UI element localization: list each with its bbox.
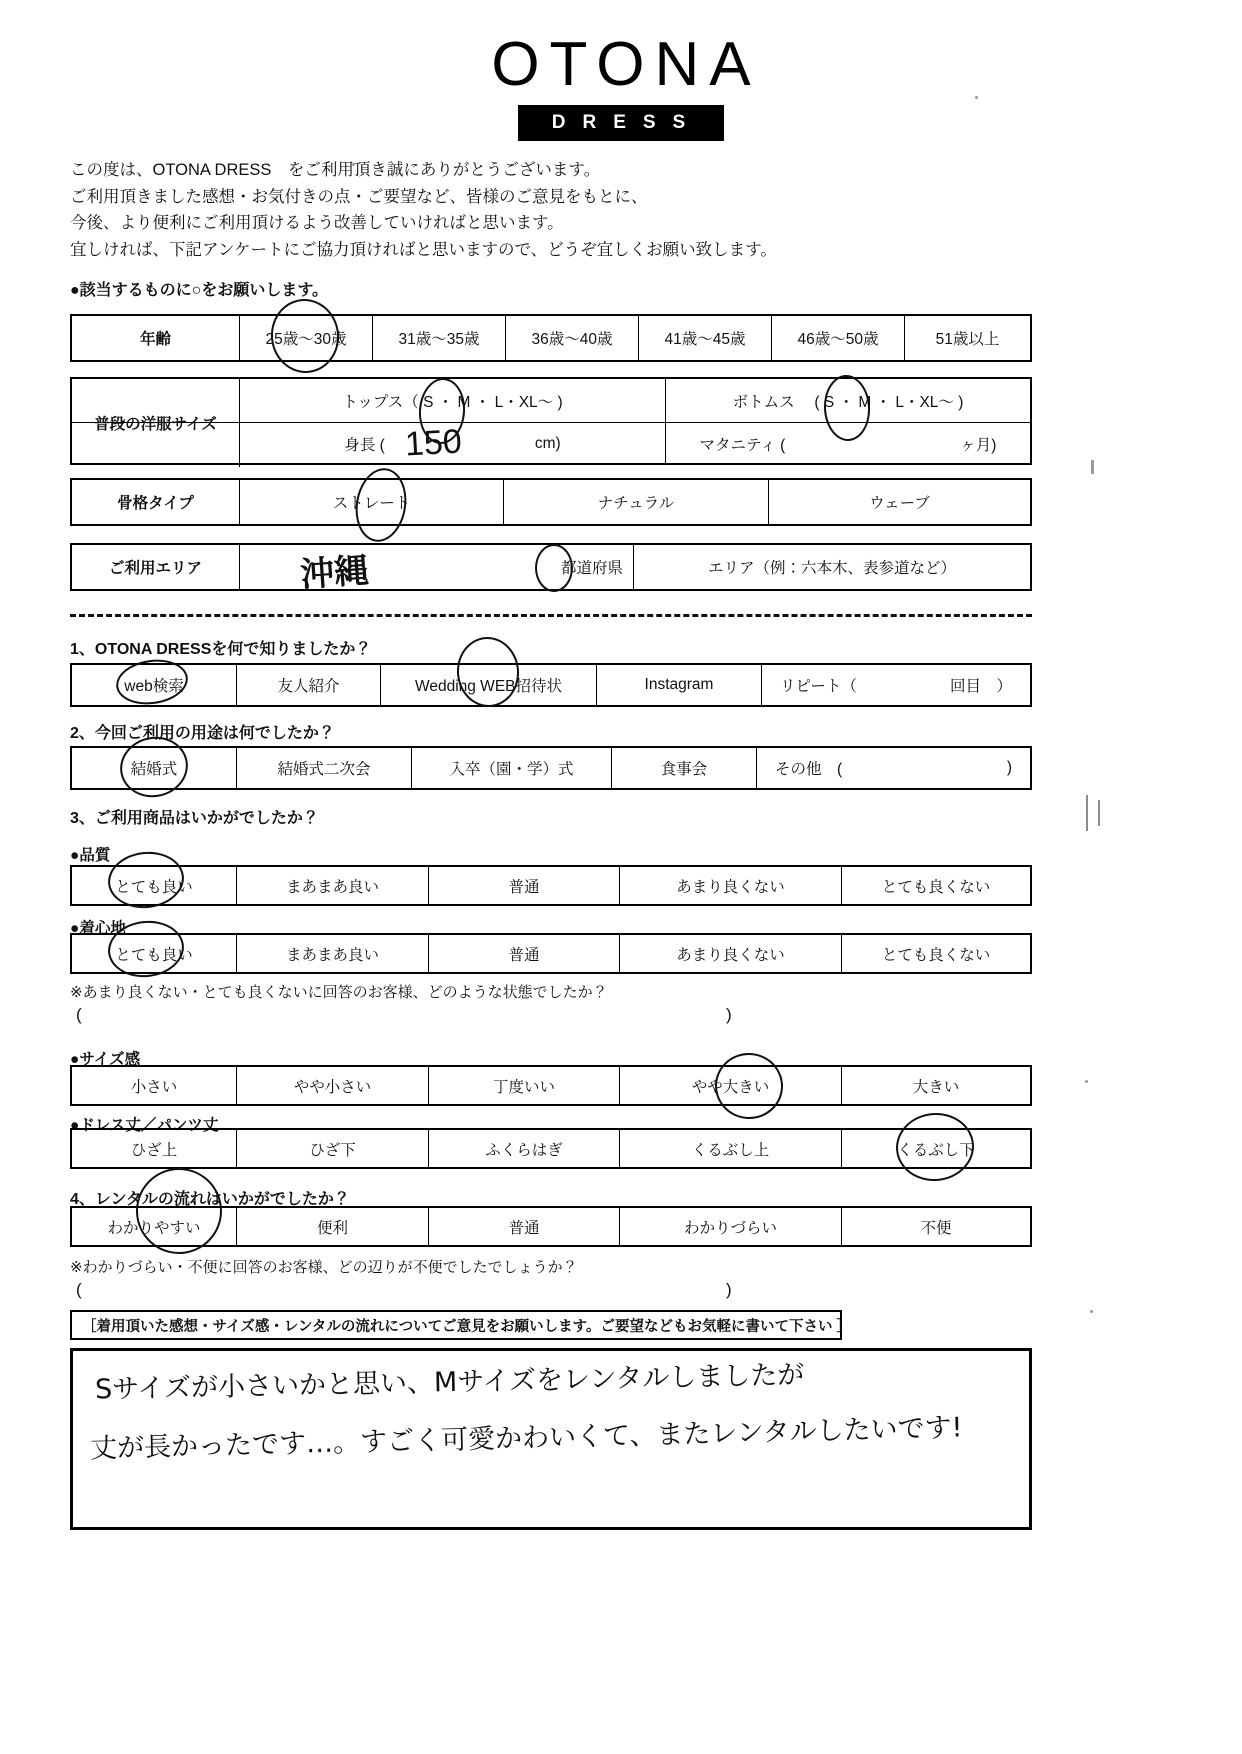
q2-other-close: ) bbox=[1006, 759, 1012, 776]
clothing-size-table bbox=[70, 377, 1032, 465]
q4-answer-open: ( bbox=[76, 1280, 82, 1299]
handwritten-comment-line-2: 丈が長かったです…。すごく可愛かわいくて、またレンタルしたいです! bbox=[89, 1412, 963, 1465]
area-label: ご利用エリア bbox=[72, 545, 240, 589]
q4-note: ※わかりづらい・不便に回答のお客様、どの辺りが不便でしたでしょうか？ bbox=[70, 1259, 578, 1276]
fit-option-2[interactable]: 丁度いい bbox=[429, 1067, 620, 1104]
quality-option-4[interactable]: とても良くない bbox=[881, 878, 991, 896]
comfort-option-0[interactable]: とても良い bbox=[72, 935, 237, 972]
q1-option-2[interactable]: Wedding WEB招待状 bbox=[381, 665, 597, 705]
body-type-table bbox=[70, 478, 1032, 526]
age-table bbox=[70, 314, 1032, 362]
q4-option-0[interactable]: わかりやすい bbox=[72, 1208, 237, 1245]
q3-comfort-note: ※あまり良くない・とても良くないに回答のお客様、どのような状態でしたか？ bbox=[70, 984, 608, 1001]
fit-option-3[interactable]: やや大きい bbox=[620, 1067, 842, 1104]
scan-speck bbox=[1090, 1310, 1093, 1313]
q3-length-table bbox=[70, 1128, 1032, 1169]
q2-option-1[interactable]: 結婚式二次会 bbox=[237, 748, 412, 788]
prefecture-suffix: 都道府県 bbox=[560, 560, 623, 577]
maternity-label: マタニティ ( bbox=[699, 437, 786, 454]
scan-speck bbox=[975, 96, 978, 99]
q4-table bbox=[70, 1206, 1032, 1247]
length-option-0[interactable]: ひざ上 bbox=[72, 1130, 237, 1167]
comfort-option-3[interactable]: あまり良くない bbox=[620, 935, 842, 972]
q3-comfort-answer-open: ( bbox=[76, 1005, 82, 1024]
scan-speck bbox=[1085, 1080, 1088, 1083]
height-unit: cm) bbox=[534, 435, 561, 452]
q3-fit-table bbox=[70, 1065, 1032, 1106]
q4-heading: 4、レンタルの流れはいかがでしたか？ bbox=[70, 1191, 350, 1208]
q1-repeat-label: リピート（ bbox=[780, 678, 857, 695]
q4-option-1[interactable]: 便利 bbox=[237, 1208, 429, 1245]
quality-option-3[interactable]: あまり良くない bbox=[620, 867, 842, 904]
length-option-4[interactable]: くるぶし下 bbox=[897, 1141, 975, 1159]
instruction-text: ●該当するものに○をお願いします。 bbox=[70, 282, 329, 299]
q1-table bbox=[70, 663, 1032, 707]
q2-option-3[interactable]: 食事会 bbox=[612, 748, 757, 788]
intro-line-4: 宜しければ、下記アンケートにご協力頂ければと思いますので、どうぞ宜しくお願い致します。 bbox=[70, 240, 777, 259]
section-divider bbox=[70, 614, 1032, 617]
q2-other-label: その他 ( bbox=[775, 761, 843, 778]
body-type-label: 骨格タイプ bbox=[72, 480, 240, 524]
quality-option-2[interactable]: 普通 bbox=[429, 867, 620, 904]
q1-option-1[interactable]: 友人紹介 bbox=[237, 665, 381, 705]
q1-option-4[interactable] bbox=[762, 665, 1030, 705]
handwritten-comment-line-1: Sサイズが小さいかと思い、Mサイズをレンタルしましたが bbox=[94, 1359, 805, 1406]
q4-answer-close: ) bbox=[726, 1280, 732, 1299]
tops-size-options[interactable]: トップス（ S ・ M ・ L・XL〜 ) bbox=[240, 379, 666, 422]
q2-table bbox=[70, 746, 1032, 790]
clothing-size-label: 普段の洋服サイズ bbox=[72, 379, 240, 467]
q4-option-3[interactable]: わかりづらい bbox=[620, 1208, 842, 1245]
area-detail-field[interactable]: エリア（例：六本木、表参道など） bbox=[707, 560, 956, 577]
q3-comfort-label: ●着心地 bbox=[70, 920, 126, 937]
brand-subtitle: DRESS bbox=[518, 105, 724, 141]
handwritten-prefecture: 沖縄 bbox=[299, 551, 370, 595]
q3-quality-table bbox=[70, 865, 1032, 906]
q4-option-4[interactable]: 不便 bbox=[920, 1219, 952, 1237]
q3-comfort-table bbox=[70, 933, 1032, 974]
intro-line-2: ご利用頂きました感想・お気付きの点・ご要望など、皆様のご意見をもとに、 bbox=[70, 187, 648, 206]
q1-option-3[interactable]: Instagram bbox=[597, 665, 762, 705]
bottoms-size-options[interactable]: ボトムス ( S ・ M ・ L・XL〜 ) bbox=[732, 393, 964, 411]
handwritten-height-value: 150 bbox=[404, 422, 463, 464]
length-option-1[interactable]: ひざ下 bbox=[237, 1130, 429, 1167]
fit-option-1[interactable]: やや小さい bbox=[237, 1067, 429, 1104]
q4-option-2[interactable]: 普通 bbox=[429, 1208, 620, 1245]
scan-speck bbox=[1091, 460, 1094, 474]
comfort-option-1[interactable]: まあまあ良い bbox=[237, 935, 429, 972]
quality-option-0[interactable]: とても良い bbox=[72, 867, 237, 904]
scan-edge-mark bbox=[1098, 800, 1100, 826]
age-option-1[interactable]: 31歳〜35歳 bbox=[373, 316, 506, 360]
age-option-0[interactable]: 25歳〜30歳 bbox=[240, 316, 373, 360]
scan-edge-mark bbox=[1086, 795, 1088, 831]
fit-option-0[interactable]: 小さい bbox=[72, 1067, 237, 1104]
age-option-4[interactable]: 46歳〜50歳 bbox=[772, 316, 905, 360]
q1-option-0[interactable]: web検索 bbox=[72, 665, 237, 705]
age-option-3[interactable]: 41歳〜45歳 bbox=[639, 316, 772, 360]
free-comment-heading: ［着用頂いた感想・サイズ感・レンタルの流れについてご意見をお願いします。ご要望などもお気軽に書いて下さい ］ bbox=[70, 1310, 842, 1340]
age-option-5[interactable]: 51歳以上 bbox=[935, 331, 1000, 348]
q2-option-4[interactable] bbox=[757, 748, 1030, 788]
comfort-option-4[interactable]: とても良くない bbox=[881, 946, 991, 964]
length-option-2[interactable]: ふくらはぎ bbox=[429, 1130, 620, 1167]
body-type-option-2[interactable]: ウェーブ bbox=[869, 495, 930, 512]
q1-repeat-count-label: 回目 ） bbox=[949, 678, 1012, 695]
brand-name: OTONA bbox=[491, 30, 761, 99]
maternity-field[interactable] bbox=[666, 423, 1030, 465]
length-option-3[interactable]: くるぶし上 bbox=[620, 1130, 842, 1167]
maternity-unit: ヶ月) bbox=[960, 437, 997, 454]
height-label: 身長 ( bbox=[344, 437, 385, 454]
q3-quality-label: ●品質 bbox=[70, 847, 111, 864]
intro-line-3: 今後、より便利にご利用頂けるよう改善していければと思います。 bbox=[70, 214, 564, 232]
q3-length-label: ●ドレス丈／パンツ丈 bbox=[70, 1117, 219, 1134]
intro-line-1: この度は、OTONA DRESS をご利用頂き誠にありがとうございます。 bbox=[70, 161, 601, 179]
q2-option-2[interactable]: 入卒（園・学）式 bbox=[412, 748, 612, 788]
age-label: 年齢 bbox=[72, 316, 240, 360]
q3-fit-label: ●サイズ感 bbox=[70, 1051, 141, 1068]
age-option-2[interactable]: 36歳〜40歳 bbox=[506, 316, 639, 360]
quality-option-1[interactable]: まあまあ良い bbox=[237, 867, 429, 904]
body-type-option-1[interactable]: ナチュラル bbox=[504, 480, 769, 524]
body-type-option-0[interactable]: ストレート bbox=[240, 480, 504, 524]
q3-heading: 3、ご利用商品はいかがでしたか？ bbox=[70, 810, 319, 827]
q1-heading: 1、OTONA DRESSを何で知りましたか？ bbox=[70, 641, 372, 658]
q2-option-0[interactable]: 結婚式 bbox=[72, 748, 237, 788]
q2-heading: 2、今回ご利用の用途は何でしたか？ bbox=[70, 725, 335, 742]
q3-comfort-answer-close: ) bbox=[726, 1005, 732, 1024]
comfort-option-2[interactable]: 普通 bbox=[429, 935, 620, 972]
handwritten-circle-prefecture bbox=[535, 544, 573, 592]
brand-logo bbox=[0, 30, 1242, 141]
intro-paragraph bbox=[70, 157, 777, 263]
fit-option-4[interactable]: 大きい bbox=[912, 1078, 960, 1096]
